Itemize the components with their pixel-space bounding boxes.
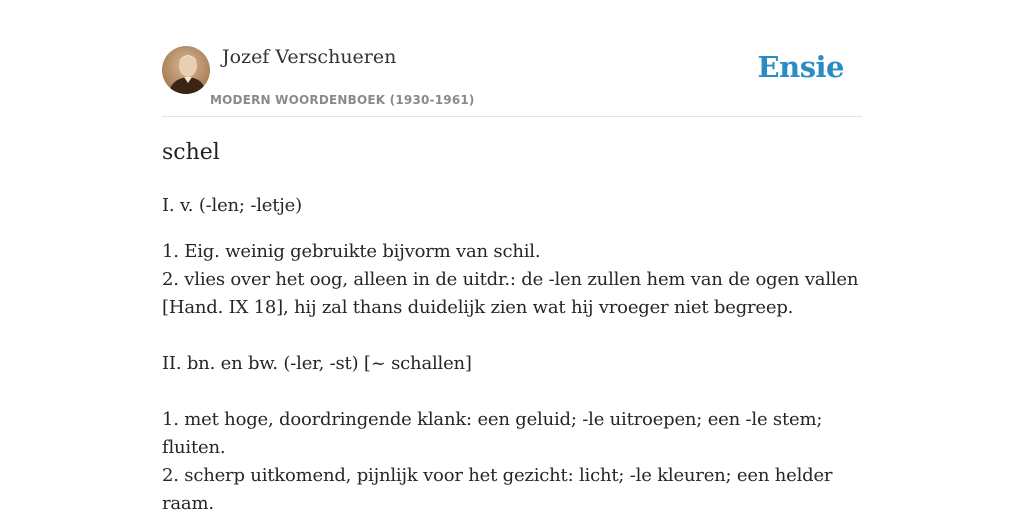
author-avatar[interactable] <box>162 46 210 94</box>
definition-line: 1. Eig. weinig gebruikte bijvorm van schil. <box>162 241 541 262</box>
author-portrait-icon <box>162 46 210 94</box>
ensie-logo[interactable]: Ensie <box>757 50 844 84</box>
definition-line: 2. scherp uitkomend, pijnlijk voor het gezicht: licht; -le kleuren; een helder raam. <box>162 465 833 512</box>
headword: schel <box>162 140 220 165</box>
entry-card <box>162 0 862 512</box>
author-name[interactable]: Jozef Verschueren <box>222 46 397 68</box>
sense-one-heading: I. v. (-len; -letje) <box>162 195 302 216</box>
source-label[interactable]: MODERN WOORDENBOEK (1930-1961) <box>210 93 475 107</box>
definition-line: [Hand. IX 18], hij zal thans duidelijk zien wat hij vroeger niet begreep. <box>162 297 794 318</box>
sense-two-heading: II. bn. en bw. (-ler, -st) [~ schallen] <box>162 353 472 374</box>
definition-line: 2. vlies over het oog, alleen in de uitdr.: de -len zullen hem van de ogen vallen <box>162 269 859 290</box>
definition-line: fluiten. <box>162 437 226 458</box>
definition-line: 1. met hoge, doordringende klank: een geluid; -le uitroepen; een -le stem; <box>162 409 823 430</box>
entry-header <box>162 0 862 117</box>
definition-body <box>162 192 872 512</box>
